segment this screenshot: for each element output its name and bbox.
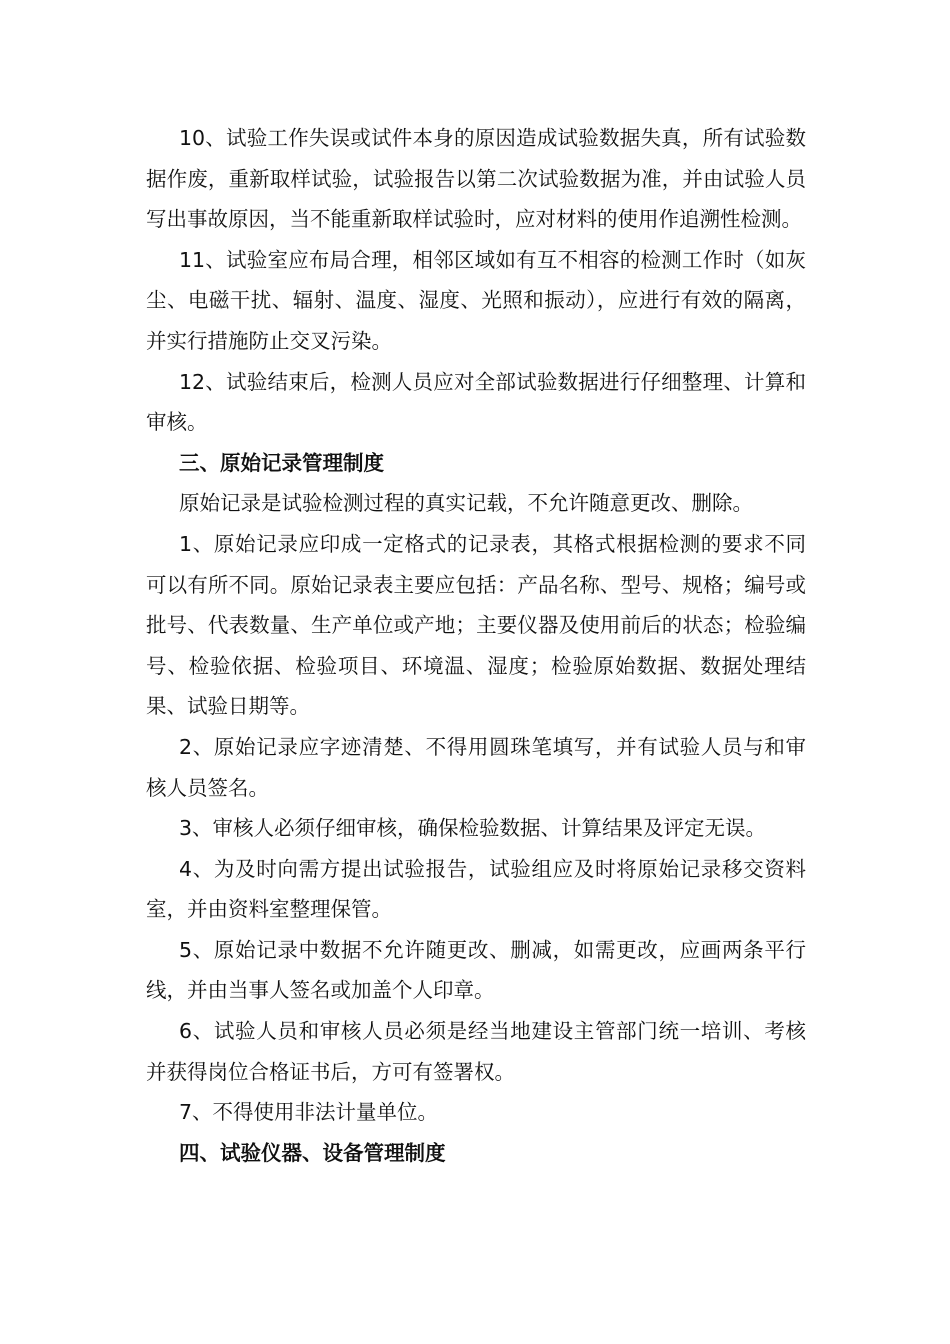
- paragraph-item-10: 10、试验工作失误或试件本身的原因造成试验数据失真，所有试验数据作废，重新取样试验，试验报告以第二次试验数据为准，并由试验人员写出事故原因，当不能重新取样试验时，应对材料的使用作追溯性检测。: [146, 126, 806, 232]
- paragraph-item-11: 11、试验室应布局合理，相邻区域如有互不相容的检测工作时（如灰尘、电磁干扰、辐射、温度、湿度、光照和振动），应进行有效的隔离，并实行措施防止交叉污染。: [146, 247, 806, 353]
- paragraph-item-2: 2、原始记录应字迹清楚、不得用圆珠笔填写，并有试验人员与和审核人员签名。: [146, 734, 806, 800]
- paragraph-item-1: 1、原始记录应印成一定格式的记录表，其格式根据检测的要求不同可以有所不同。原始记录表主要应包括：产品名称、型号、规格；编号或批号、代表数量、生产单位或产地；主要仪器及使用前后的状态；检验编号、检验依据、检验项目、环境温、湿度；检验原始数据、数据处理结果、试验日期等。: [146, 531, 806, 719]
- paragraph-item-6: 6、试验人员和审核人员必须是经当地建设主管部门统一培训、考核并获得岗位合格证书后，方可有签署权。: [146, 1019, 806, 1084]
- paragraph-item-3: 3、审核人必须仔细审核，确保检验数据、计算结果及评定无误。: [179, 816, 767, 841]
- section-heading-instruments: 四、试验仪器、设备管理制度: [179, 1140, 446, 1165]
- paragraph-item-7: 7、不得使用非法计量单位。: [179, 1100, 439, 1125]
- paragraph-item-12: 12、试验结束后，检测人员应对全部试验数据进行仔细整理、计算和审核。: [146, 369, 806, 435]
- paragraph-intro: 原始记录是试验检测过程的真实记载，不允许随意更改、删除。: [179, 491, 753, 516]
- document-body: [146, 118, 806, 1173]
- paragraph-item-4: 4、为及时向需方提出试验报告，试验组应及时将原始记录移交资料室，并由资料室整理保管。: [146, 856, 806, 922]
- section-heading-original-records: 三、原始记录管理制度: [179, 450, 384, 475]
- paragraph-item-5: 5、原始记录中数据不允许随更改、删减，如需更改，应画两条平行线，并由当事人签名或加盖个人印章。: [146, 937, 806, 1003]
